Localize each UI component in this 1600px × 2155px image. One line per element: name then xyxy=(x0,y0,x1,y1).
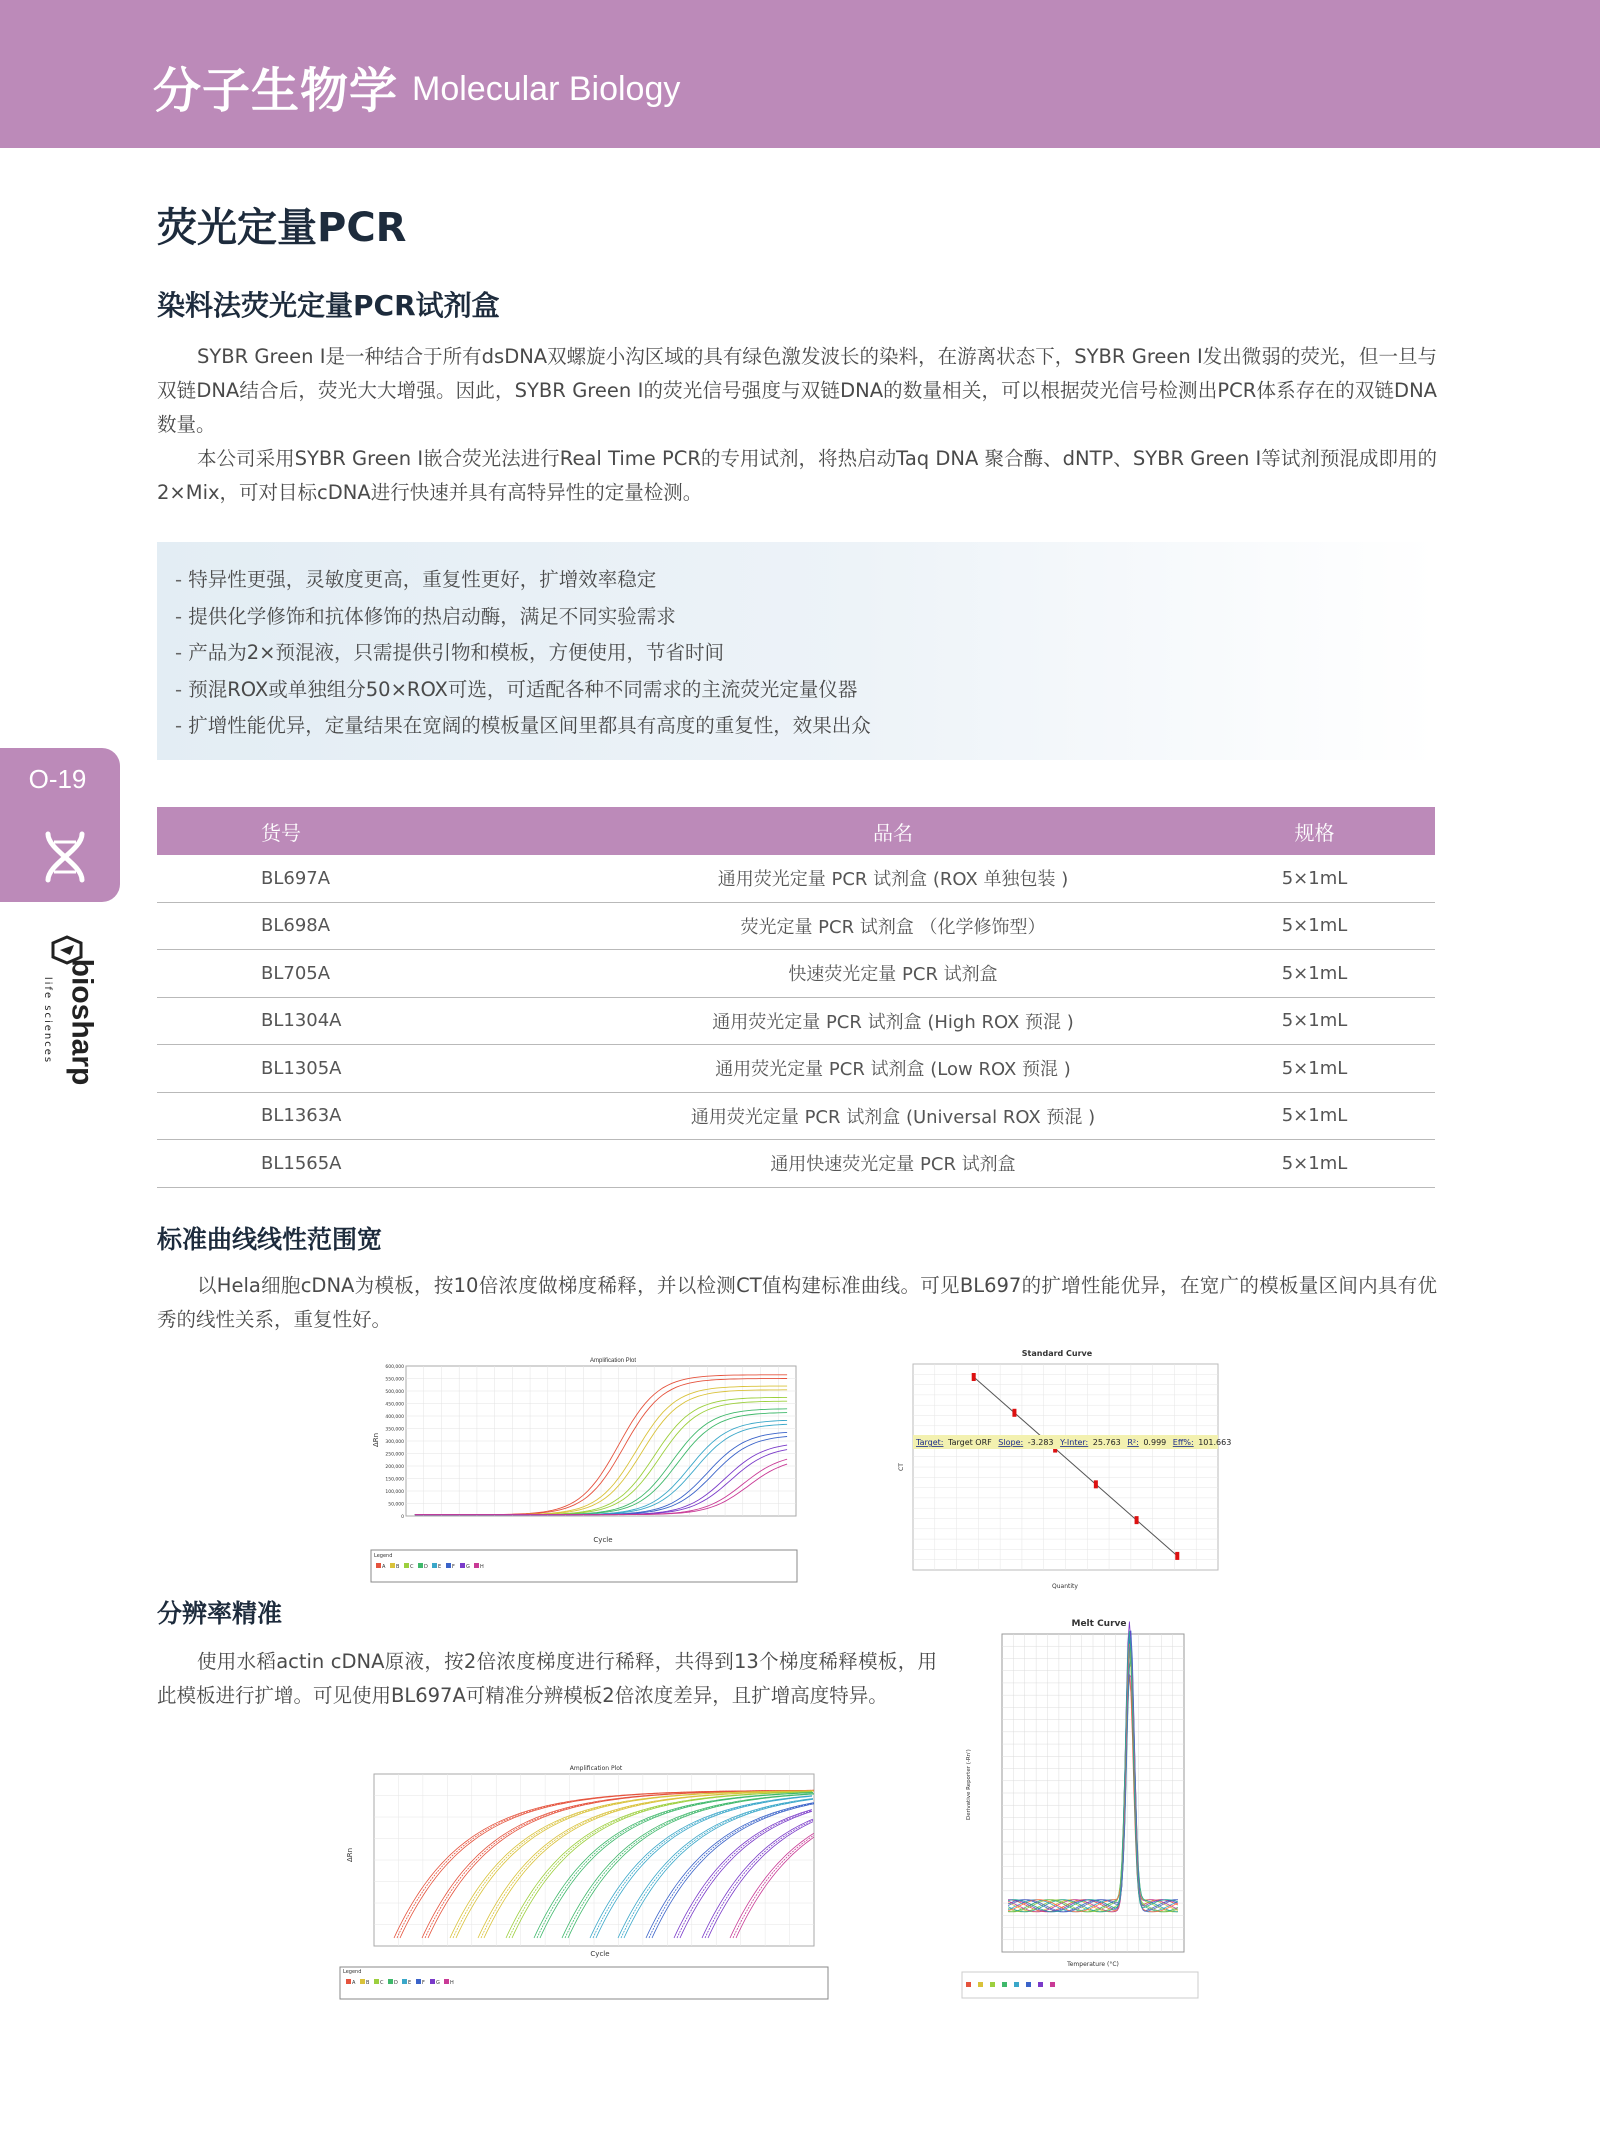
feature-item: - 扩增性能优异，定量结果在宽阔的模板量区间里都具有高度的重复性，效果出众 xyxy=(175,708,1437,745)
dna-icon xyxy=(44,830,86,884)
section-title-resolution: 分辨率精准 xyxy=(157,1599,283,1628)
y-tick-label: 100,000 xyxy=(385,1490,404,1495)
features-box xyxy=(157,542,1437,760)
chart-title: Standard Curve xyxy=(1021,1349,1093,1358)
slope-label: Slope: xyxy=(998,1438,1024,1447)
intro-paragraph-2: 本公司采用SYBR Green I嵌合荧光法进行Real Time PCR的专用试剂，将热启动Taq DNA 聚合酶、dNTP、SYBR Green I等试剂预混成即用的2×Mix，可对目标cDNA进行快速并具有高特异性的定量检测。 xyxy=(157,447,1437,504)
table-row xyxy=(157,950,1435,998)
legend-swatch xyxy=(388,1979,393,1984)
data-point xyxy=(1094,1480,1098,1488)
standard-curve-chart xyxy=(895,1346,1232,1592)
legend-label: E xyxy=(408,1980,412,1986)
data-point xyxy=(1135,1516,1139,1524)
column-header-name: 品名 xyxy=(592,807,1194,855)
y-axis-label: ΔRn xyxy=(372,1432,380,1447)
feature-item: - 产品为2×预混液，只需提供引物和模板，方便使用，节省时间 xyxy=(175,635,1437,672)
page-title: 荧光定量PCR xyxy=(157,205,407,251)
y-tick-label: 600,000 xyxy=(385,1365,404,1370)
y-tick-label: 0 xyxy=(401,1515,404,1520)
y-tick-label: 50,000 xyxy=(388,1502,404,1508)
brand-subtitle: life sciences xyxy=(42,976,54,1065)
yinter-value: 25.763 xyxy=(1092,1438,1121,1447)
legend-label: C xyxy=(410,1564,414,1570)
legend-swatch xyxy=(460,1563,465,1568)
yinter-label: Y-Inter: xyxy=(1060,1438,1089,1447)
data-point xyxy=(1012,1409,1016,1417)
section-intro xyxy=(157,340,1437,510)
amplification-plot-log-chart xyxy=(338,1762,832,2002)
data-point xyxy=(972,1373,976,1381)
legend-label: B xyxy=(366,1980,370,1986)
resolution-paragraph: 使用水稻actin cDNA原液，按2倍浓度梯度进行稀释，共得到13个梯度稀释模板，用此模板进行扩增。可见使用BL697A可精准分辨模板2倍浓度差异，且扩增高度特异。 xyxy=(157,1650,937,1707)
table-header-row xyxy=(157,807,1435,855)
legend-swatch xyxy=(416,1979,421,1984)
legend-swatch xyxy=(474,1563,479,1568)
table-row xyxy=(157,855,1435,902)
section-title-standard-curve: 标准曲线线性范围宽 xyxy=(157,1225,383,1254)
y-tick-label: 450,000 xyxy=(385,1402,404,1408)
table-row xyxy=(157,902,1435,950)
chart-title: Amplification Plot xyxy=(589,1358,637,1364)
product-name: 通用快速荧光定量 PCR 试剂盒 xyxy=(592,1140,1194,1188)
standard-curve-annotation xyxy=(915,1438,1231,1447)
header-title-en: Molecular Biology xyxy=(412,70,681,108)
legend-swatch xyxy=(432,1563,437,1568)
legend-label: B xyxy=(396,1564,400,1570)
legend-swatch xyxy=(402,1979,407,1984)
standard-curve-paragraph: 以Hela细胞cDNA为模板，按10倍浓度做梯度稀释，并以检测CT值构建标准曲线。可见BL697的扩增性能优异，在宽广的模板量区间内具有优秀的线性关系，重复性好。 xyxy=(157,1274,1437,1331)
page-number: O-19 xyxy=(28,764,87,794)
product-name: 快速荧光定量 PCR 试剂盒 xyxy=(592,950,1194,998)
legend-swatch xyxy=(390,1563,395,1568)
legend-swatch xyxy=(990,1982,995,1987)
legend-title: Legend xyxy=(343,1969,362,1975)
legend-swatch xyxy=(444,1979,449,1984)
legend-swatch xyxy=(1050,1982,1055,1987)
resolution-description xyxy=(157,1645,937,1713)
eff-label: Eff%: xyxy=(1172,1438,1194,1447)
x-axis-label: Quantity xyxy=(1052,1583,1078,1590)
feature-item: - 预混ROX或单独组分50×ROX可选，可适配各种不同需求的主流荧光定量仪器 xyxy=(175,672,1437,709)
legend-label: H xyxy=(450,1980,454,1986)
catalog-number: BL1565A xyxy=(157,1140,592,1188)
legend-label: F xyxy=(422,1980,425,1986)
side-tab xyxy=(0,748,120,902)
catalog-number: BL1304A xyxy=(157,997,592,1045)
product-spec: 5×1mL xyxy=(1194,855,1435,902)
table-row xyxy=(157,1045,1435,1093)
legend-swatch xyxy=(346,1979,351,1984)
legend-swatch xyxy=(446,1563,451,1568)
legend-label: G xyxy=(466,1564,470,1570)
legend-swatch xyxy=(404,1563,409,1568)
legend-swatch xyxy=(1002,1982,1007,1987)
product-name: 通用荧光定量 PCR 试剂盒 (High ROX 预混 ) xyxy=(592,997,1194,1045)
catalog-number: BL1363A xyxy=(157,1092,592,1140)
legend-swatch xyxy=(360,1979,365,1984)
legend-label: A xyxy=(382,1564,386,1570)
x-axis-label: Cycle xyxy=(593,1536,613,1544)
legend-swatch xyxy=(1038,1982,1043,1987)
y-axis-label: ΔRn xyxy=(346,1847,354,1862)
product-name: 通用荧光定量 PCR 试剂盒 (ROX 单独包装 ) xyxy=(592,855,1194,902)
legend-swatch xyxy=(418,1563,423,1568)
product-name: 通用荧光定量 PCR 试剂盒 (Universal ROX 预混 ) xyxy=(592,1092,1194,1140)
legend-swatch xyxy=(978,1982,983,1987)
legend-label: A xyxy=(352,1980,356,1986)
column-header-catalog: 货号 xyxy=(157,807,592,855)
legend-swatch xyxy=(1026,1982,1031,1987)
r2-label: R²: xyxy=(1127,1438,1139,1447)
product-spec: 5×1mL xyxy=(1194,1140,1435,1188)
table-row xyxy=(157,1092,1435,1140)
chart-title: Amplification Plot xyxy=(569,1765,623,1772)
product-spec: 5×1mL xyxy=(1194,997,1435,1045)
standard-curve-description xyxy=(157,1269,1437,1337)
brand-logo xyxy=(42,935,99,1105)
table-row xyxy=(157,1140,1435,1188)
target-label: Target: xyxy=(916,1438,944,1447)
legend-label: D xyxy=(424,1564,428,1570)
eff-value: 101.663 xyxy=(1198,1438,1232,1447)
y-tick-label: 500,000 xyxy=(385,1390,404,1395)
legend-label: H xyxy=(480,1564,484,1570)
data-point xyxy=(1175,1552,1179,1560)
y-axis-label: CT xyxy=(898,1463,905,1471)
product-name: 通用荧光定量 PCR 试剂盒 (Low ROX 预混 ) xyxy=(592,1045,1194,1093)
product-spec: 5×1mL xyxy=(1194,950,1435,998)
section-title-dye-kit: 染料法荧光定量PCR试剂盒 xyxy=(157,289,500,322)
y-tick-label: 200,000 xyxy=(385,1465,404,1470)
x-axis-label: Temperature (°C) xyxy=(1067,1961,1119,1968)
legend-label: F xyxy=(452,1564,455,1570)
y-tick-label: 350,000 xyxy=(385,1427,404,1433)
feature-item: - 特异性更强，灵敏度更高，重复性更好，扩增效率稳定 xyxy=(175,562,1437,599)
target-value: Target ORF xyxy=(948,1438,992,1447)
product-spec: 5×1mL xyxy=(1194,1045,1435,1093)
amplification-plot-chart xyxy=(368,1352,800,1584)
catalog-number: BL1305A xyxy=(157,1045,592,1093)
intro-paragraph-1: SYBR Green I是一种结合于所有dsDNA双螺旋小沟区域的具有绿色激发波长的染料，在游离状态下，SYBR Green I发出微弱的荧光，但一旦与双链DNA结合后，荧光大大增强。因此，SYBR Green I的荧光信号强度与双链DNA的数量相关，可以根据荧光信号检测出PCR体系存在的双链DNA数量。 xyxy=(157,345,1437,436)
catalog-number: BL705A xyxy=(157,950,592,998)
legend-swatch xyxy=(1014,1982,1019,1987)
legend-label: D xyxy=(394,1980,398,1986)
column-header-spec: 规格 xyxy=(1194,807,1435,855)
catalog-number: BL697A xyxy=(157,855,592,902)
y-tick-label: 400,000 xyxy=(385,1415,404,1420)
catalog-number: BL698A xyxy=(157,902,592,950)
feature-item: - 提供化学修饰和抗体修饰的热启动酶，满足不同实验需求 xyxy=(175,599,1437,636)
y-axis-label: Derivative Reporter (-Rn') xyxy=(966,1749,972,1820)
x-axis-label: Cycle xyxy=(590,1950,610,1958)
legend-swatch xyxy=(966,1982,971,1987)
page-header xyxy=(0,0,1600,148)
legend-swatch xyxy=(430,1979,435,1984)
melt-curve-chart xyxy=(958,1610,1238,2002)
legend-label: G xyxy=(436,1980,440,1986)
product-spec: 5×1mL xyxy=(1194,1092,1435,1140)
brand-name: biosharp xyxy=(65,958,99,1086)
product-spec: 5×1mL xyxy=(1194,902,1435,950)
legend-label: C xyxy=(380,1980,384,1986)
legend-swatch xyxy=(376,1563,381,1568)
r2-value: 0.999 xyxy=(1143,1438,1167,1447)
product-table xyxy=(157,807,1435,1188)
header-title-cn: 分子生物学 xyxy=(153,63,399,119)
table-row xyxy=(157,997,1435,1045)
legend-title: Legend xyxy=(374,1553,393,1559)
chart-title: Melt Curve xyxy=(1071,1619,1127,1629)
y-tick-label: 550,000 xyxy=(385,1377,404,1383)
legend-label: E xyxy=(438,1564,442,1570)
y-tick-label: 250,000 xyxy=(385,1452,404,1458)
y-tick-label: 300,000 xyxy=(385,1440,404,1445)
slope-value: -3.283 xyxy=(1027,1438,1054,1447)
legend-swatch xyxy=(374,1979,379,1984)
y-tick-label: 150,000 xyxy=(385,1477,404,1483)
product-name: 荧光定量 PCR 试剂盒 （化学修饰型） xyxy=(592,902,1194,950)
